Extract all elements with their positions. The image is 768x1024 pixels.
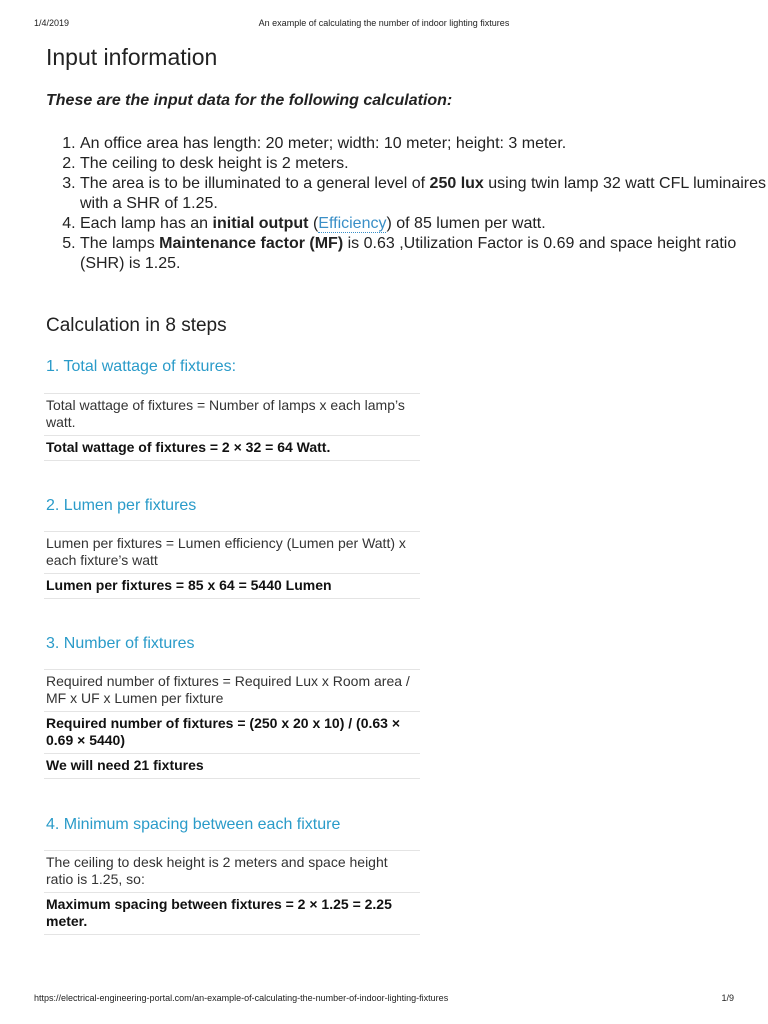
list-item-text: The ceiling to desk height is 2 meters. [80,155,349,172]
initial-output-term: initial output [212,215,309,232]
formula-row: The ceiling to desk height is 2 meters and space height ratio is 1.25, so: [44,851,420,893]
input-data-list [46,134,768,274]
list-item-text: is 0.63 ,Utilization Factor is 0.69 and space height ratio (SHR) is 1.25. [80,235,737,272]
step-1-heading: 1. Total wattage of fixtures: [46,358,237,375]
result-row: Total wattage of fixtures = 2 × 32 = 64 Watt. [44,436,420,461]
list-item-text: Each lamp has an [80,215,213,232]
list-item-text: using twin lamp 32 watt CFL luminaires with a SHR of 1.25. [80,175,766,212]
lux-value: 250 lux [429,175,484,192]
maintenance-factor-term: Maintenance factor (MF) [159,235,344,252]
print-page-title: An example of calculating the number of indoor lighting fixtures [258,18,510,28]
formula-row: Required number of fixtures = Required Lux x Room area / MF x UF x Lumen per fixture [44,670,420,712]
page-number: 1/9 [721,993,734,1003]
formula-row: Total wattage of fixtures = Number of lamps x each lamp’s watt. [44,394,420,436]
formula-row: Lumen per fixtures = Lumen efficiency (Lumen per Watt) x each fixture’s watt [44,532,420,574]
print-url: https://electrical-engineering-portal.com/an-example-of-calculating-the-number-of-indoor-lighting-fixtures [34,993,449,1003]
print-date: 1/4/2019 [34,18,70,28]
step-1-box [44,393,420,461]
list-item [80,174,768,214]
print-footer [34,993,734,1007]
calculation-heading: Calculation in 8 steps [46,315,227,336]
conclusion-row: We will need 21 fixtures [44,754,420,779]
list-item-text: The area is to be illuminated to a general level of [80,175,430,192]
list-item-text: ) of 85 lumen per watt. [386,215,546,232]
result-row: Required number of fixtures = (250 x 20 x 10) / (0.63 × 0.69 × 5440) [44,712,420,754]
input-information-heading: Input information [46,44,218,70]
print-header [34,18,734,32]
result-row: Maximum spacing between fixtures = 2 × 1.25 = 2.25 meter. [44,893,420,935]
step-4-heading: 4. Minimum spacing between each fixture [46,816,341,833]
list-item [80,134,768,154]
list-item-text: An office area has length: 20 meter; width: 10 meter; height: 3 meter. [80,135,567,152]
list-item-text: ( [308,215,319,232]
list-item-text: The lamps [80,235,160,252]
result-row: Lumen per fixtures = 85 x 64 = 5440 Lumen [44,574,420,599]
input-intro-text: These are the input data for the following calculation: [46,92,453,109]
list-item [80,154,768,174]
step-3-heading: 3. Number of fixtures [46,635,195,652]
list-item [80,214,768,234]
step-2-box [44,531,420,599]
list-item [80,234,768,274]
efficiency-link[interactable]: Efficiency [318,215,387,232]
step-2-heading: 2. Lumen per fixtures [46,497,197,514]
step-3-box [44,669,420,779]
step-4-box [44,850,420,935]
